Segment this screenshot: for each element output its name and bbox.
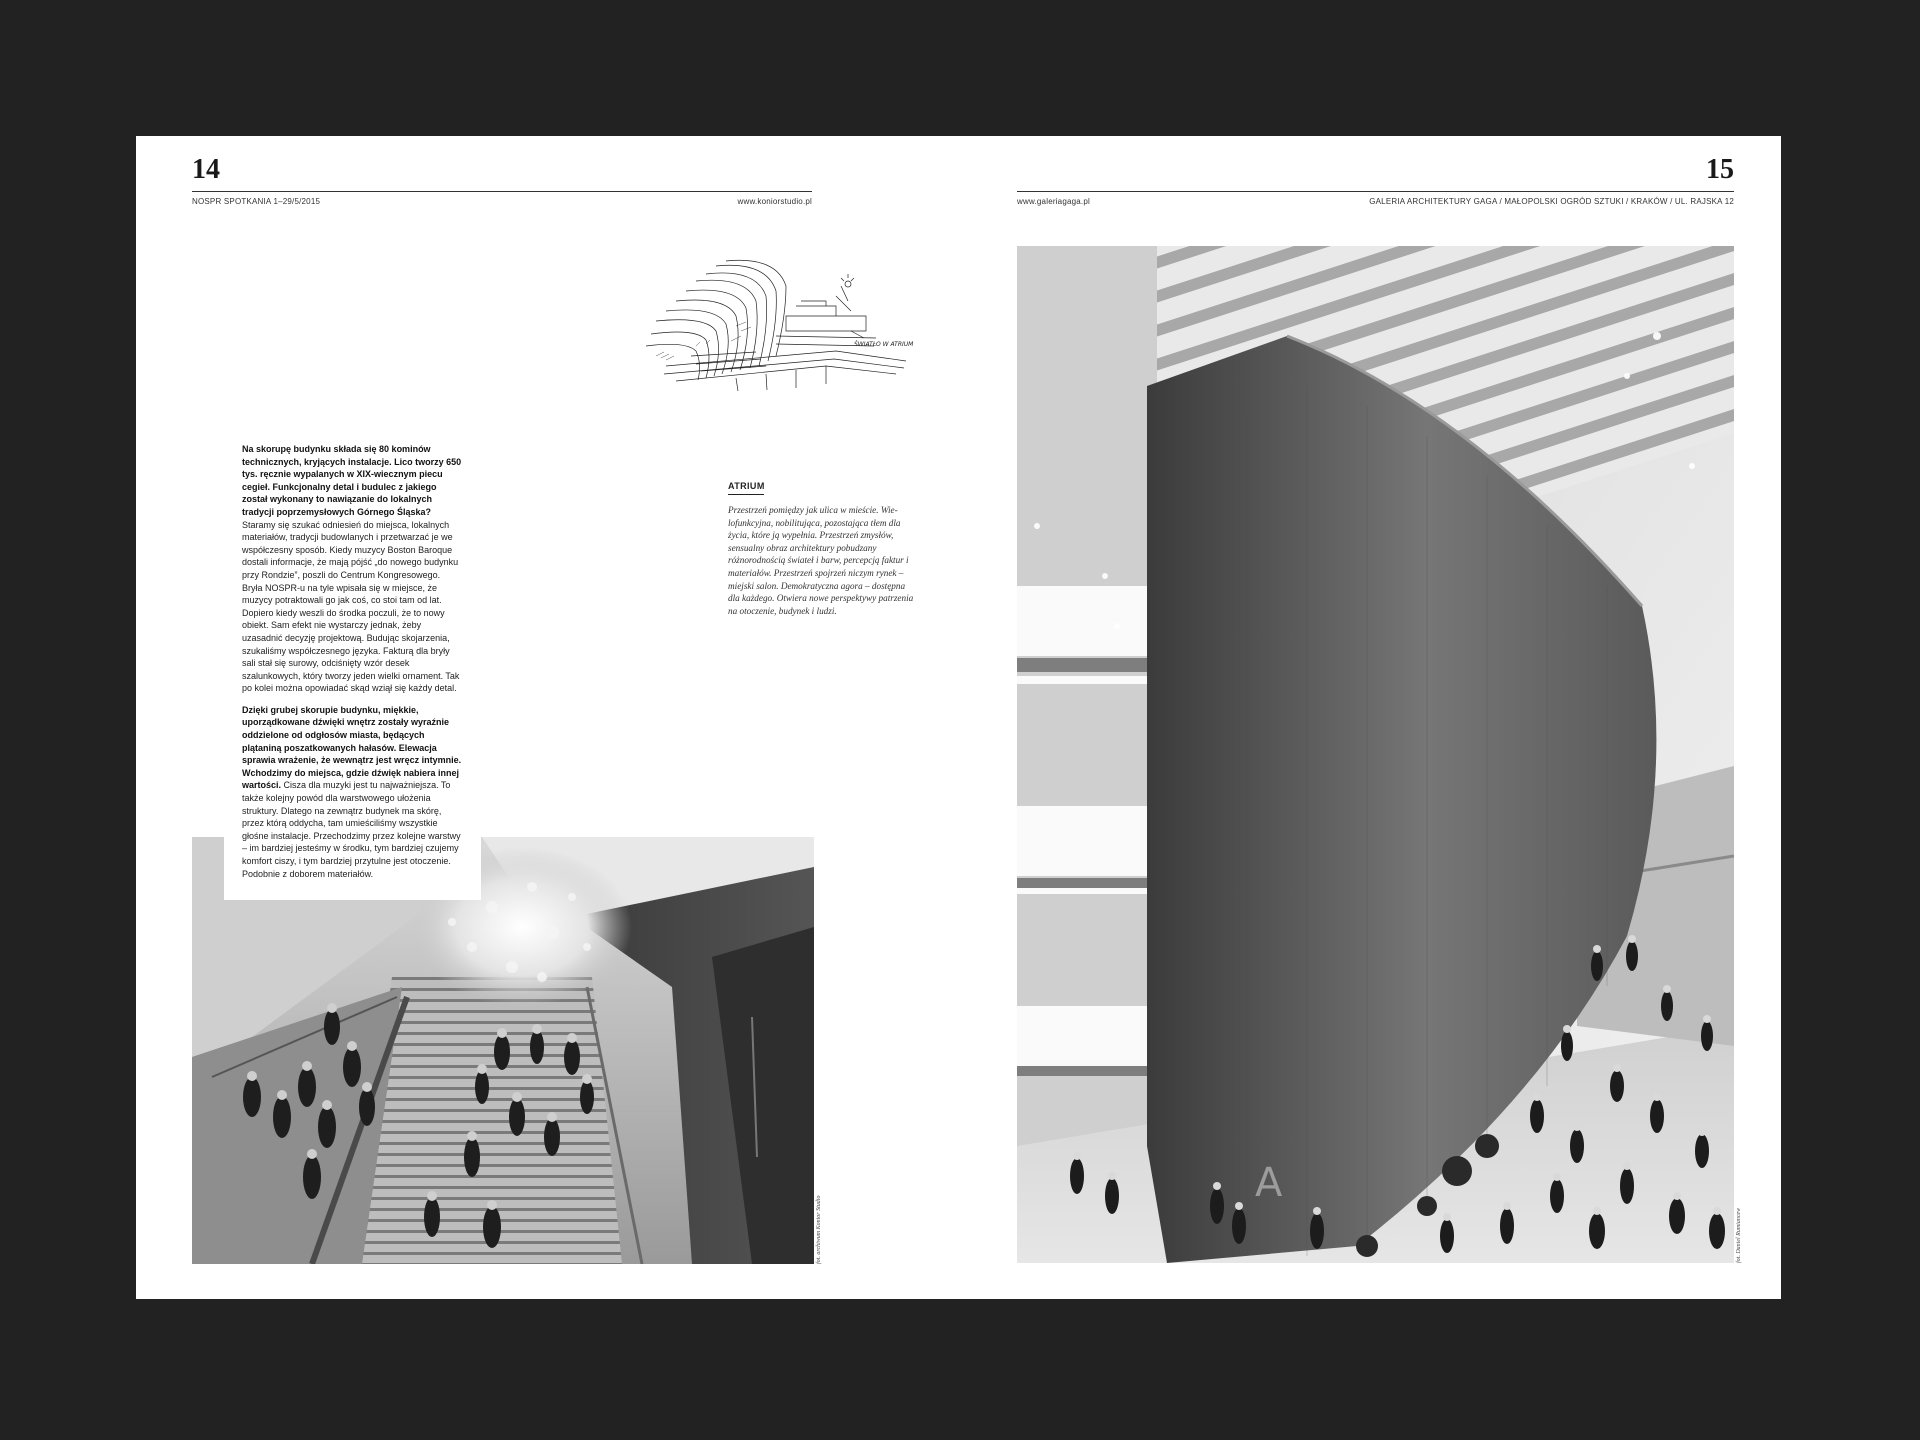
header-right-website: www.galeriagaga.pl [1017,197,1090,206]
header-rule-right [1017,191,1734,192]
header-left-issue: NOSPR SPOTKANIA 1–29/5/2015 [192,197,321,206]
header-rule-left [192,191,812,192]
header-right-gallery-info: GALERIA ARCHITEKTURY GAGA / MAŁOPOLSKI OGRÓD SZTUKI / KRAKÓW / UL. RAJSKA 12 [1369,197,1734,206]
article-text-1: Staramy się szukać odniesień do miejsca, lokalnych materiałów, tradycji budowlanych i przetwarzać je we współczesny sposób. Kiedy muzycy Boston Baroque dostali informacje, że mają pójść „do nowego budynku przy Rondzie”, poszli do Centrum Kongresowego. Bryła NOSPR-u na tyle wpisała się w miejsce, że muzycy potraktowali go jak coś, co stoi tam od lat. Dopiero kiedy weszli do środka poczuli, że to nowy obiekt. Sam efekt nie wystarczy jednak, żeby uzasadnić decyzję projektową. Budując skojarzenia, szukaliśmy współczesnego języka. Fakturą dla bryły sali stał się surowy, odciśnięty wzór desek szalunkowych, który tworzy jeden wielki ornament. Tak po kolei można opowiadać skąd wziął się każdy detal. [242,519,460,694]
article-lead-2: Dzięki grubej skorupie budynku, miękkie, uporządkowane dźwięki wnętrz zostały wyraźnie oddzielone od odgłosów miasta, będących plątaniną poszatkowanych hałasów. Elewacja sprawia wrażenie, że wewnątrz jest wręcz intymnie. Wchodzimy do miejsca, gdzie dźwięk nabiera innej wartości. [242,704,462,791]
photo-credit-right: fot. Daniel Rumiancew [1736,1207,1742,1263]
photo-staircase [192,837,814,1264]
atrium-wall-letter: A [1255,1160,1283,1206]
article-lead-1: Na skorupę budynku składa się 80 kominów technicznych, kryjących instalacje. Lico tworzy 650 tys. ręcznie wypalanych w XIX-wiecznym piecu cegieł. Funkcjonalny detal i budulec z jakiego został wykonany to nawiązanie do lokalnych tradycji poprzemysłowych Górnego Śląska? [242,444,462,517]
atrium-heading: ATRIUM [728,481,765,491]
sketch-label: ŚWIATŁO W ATRIUM [854,341,914,348]
staircase-photo-graphic [192,837,814,1264]
header-left-website: www.koniorstudio.pl [737,197,812,206]
article-text-2: Cisza dla muzyki jest tu najważniejsza. To także kolejny powód dla warstwowego ułożenia struktury. Dlatego na zewnątrz budynek ma skórę, przez którą oddycha, tam umieściliśmy wszystkie głośne instalacje. Przechodzimy przez kolejne warstwy – im bardziej jesteśmy w środku, tym bardziej czujemy komfort ciszy, i tym bardziej przytulne jest otoczenie. Podobnie z doborem materiałów. [242,780,461,879]
page-number-left: 14 [192,154,220,185]
atrium-text: Przestrzeń pomiędzy jak ulica w mieście. Wielofunkcyjna, nobilitująca, pozostająca tłem dla życia, które ją wypełnia. Przestrzeń zmysłów, sensualny obraz architektury pobudzany różnorodnością świateł i barw, percepcją faktur i materiałów. Przestrzeń spojrzeń niczym rynek – miejski salon. Demokratyczna agora – dostępna dla każdego. Otwiera nowe perspektywy patrzenia na otoczenie, budynek i ludzi. [728,505,914,616]
article-body [224,443,481,900]
photo-credit-left: fot. archiwum Konior Studio [816,1195,822,1264]
atrium-heading-underline [728,494,764,495]
architectural-sketch [636,256,926,396]
photo-atrium [1017,246,1734,1263]
article-paragraph-1 [242,443,463,695]
magazine-spread [136,136,1781,1299]
page-number-right: 15 [1706,154,1734,185]
atrium-photo-graphic [1017,246,1734,1263]
article-paragraph-2 [242,704,463,880]
